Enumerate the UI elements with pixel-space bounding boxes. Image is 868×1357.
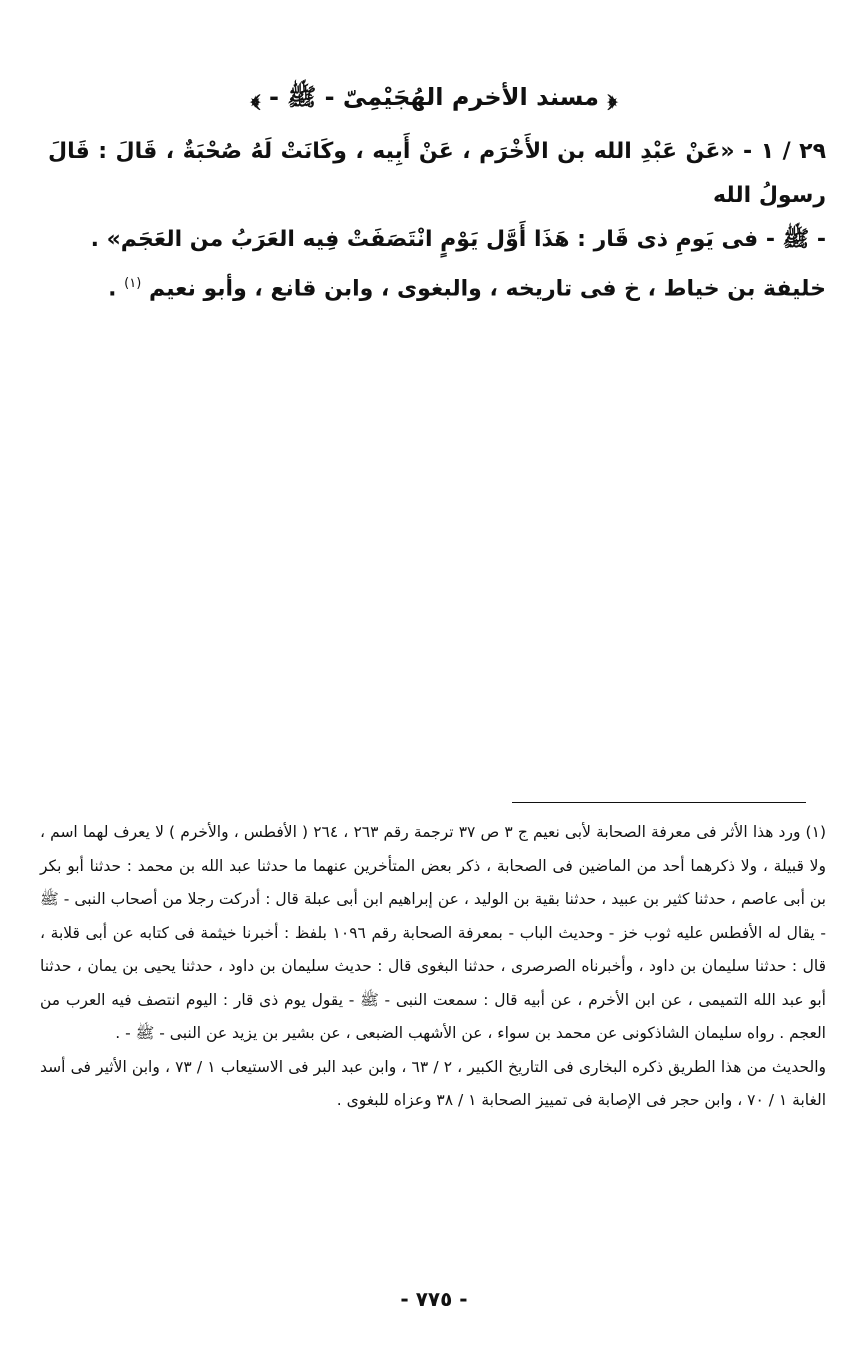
hadith-line-3: [48, 262, 826, 311]
section-heading: ﴿ مسند الأخرم الهُجَيْمِىّ - ﷺ - ﴾: [250, 83, 618, 111]
footnote-block: [40, 816, 826, 1118]
footnote-divider: [512, 802, 806, 803]
sources-list: خليفة بن خياط ، خ فى تاريخه ، والبغوى ، وابن قانع ، وأبو نعيم: [148, 276, 826, 302]
page-number: - ٧٧٥ -: [400, 1287, 468, 1311]
hadith-text: [48, 130, 826, 311]
footnote-paragraph-2: والحديث من هذا الطريق ذكره البخارى فى التاريخ الكبير ، ٢ / ٦٣ ، وابن عبد البر فى الاستيعاب ١ / ٧٣ ، وابن الأثير فى أسد الغابة ١ / ٧٠ ، وابن حجر فى الإصابة فى تمييز الصحابة ١ / ٣٨ وعزاه للبغوى .: [40, 1057, 827, 1109]
sources-period: .: [108, 276, 117, 302]
hadith-line-1: ٢٩ / ١ - «عَنْ عَبْدِ الله بن الأَخْرَم ، عَنْ أَبِيه ، وكَانَتْ لَهُ صُحْبَةٌ ، قَالَ : قَالَ رسولُ الله: [48, 139, 827, 208]
footnote-paragraph-1: (١) ورد هذا الأثر فى معرفة الصحابة لأبى نعيم ج ٣ ص ٣٧ ترجمة رقم ٢٦٣ ، ٢٦٤ ( الأفطس ، والأخرم ) لا يعرف لهما اسم ، ولا قبيلة ، ولا ذكرهما أحد من الماضين فى الصحابة ، ذكر بعض المتأخرين عنهما ما حدثنا عبد الله بن محمد : حدثنا أبو بكر بن أبى عاصم ، حدثنا كثير بن عبيد ، حدثنا بقية بن الوليد ، عن إبراهيم ابن أبى عبلة قال : أدركت رجلا من أصحاب النبى - ﷺ - يقال له الأفطس عليه ثوب خز - وحديث الباب - بمعرفة الصحابة رقم ١٠٩٦ بلفظ : أخبرنا خيثمة فى كتابه عن أبى قلابة ، قال : حدثنا سليمان بن داود ، وأخبرناه الصرصرى ، حدثنا البغوى قال : حديث سليمان بن داود ، حدثنا يحيى بن يمان ، حدثنا أبو عبد الله التميمى ، عن ابن الأخرم ، عن أبيه قال : سمعت النبى - ﷺ - يقول يوم ذى قار : اليوم انتصف فيه العرب من العجم . رواه سليمان الشاذكونى عن محمد بن سواء ، عن الأشهب الضبعى ، عن بشير بن يزيد عن النبى - ﷺ - .: [40, 823, 826, 1042]
hadith-line-2: - ﷺ - فى يَومِ ذى قَار : هَذَا أَوَّل يَوْمٍ انْتَصَفَتْ فِيه العَرَبُ من العَجَم» .: [90, 227, 826, 252]
footnote-reference[interactable]: (١): [124, 276, 142, 291]
